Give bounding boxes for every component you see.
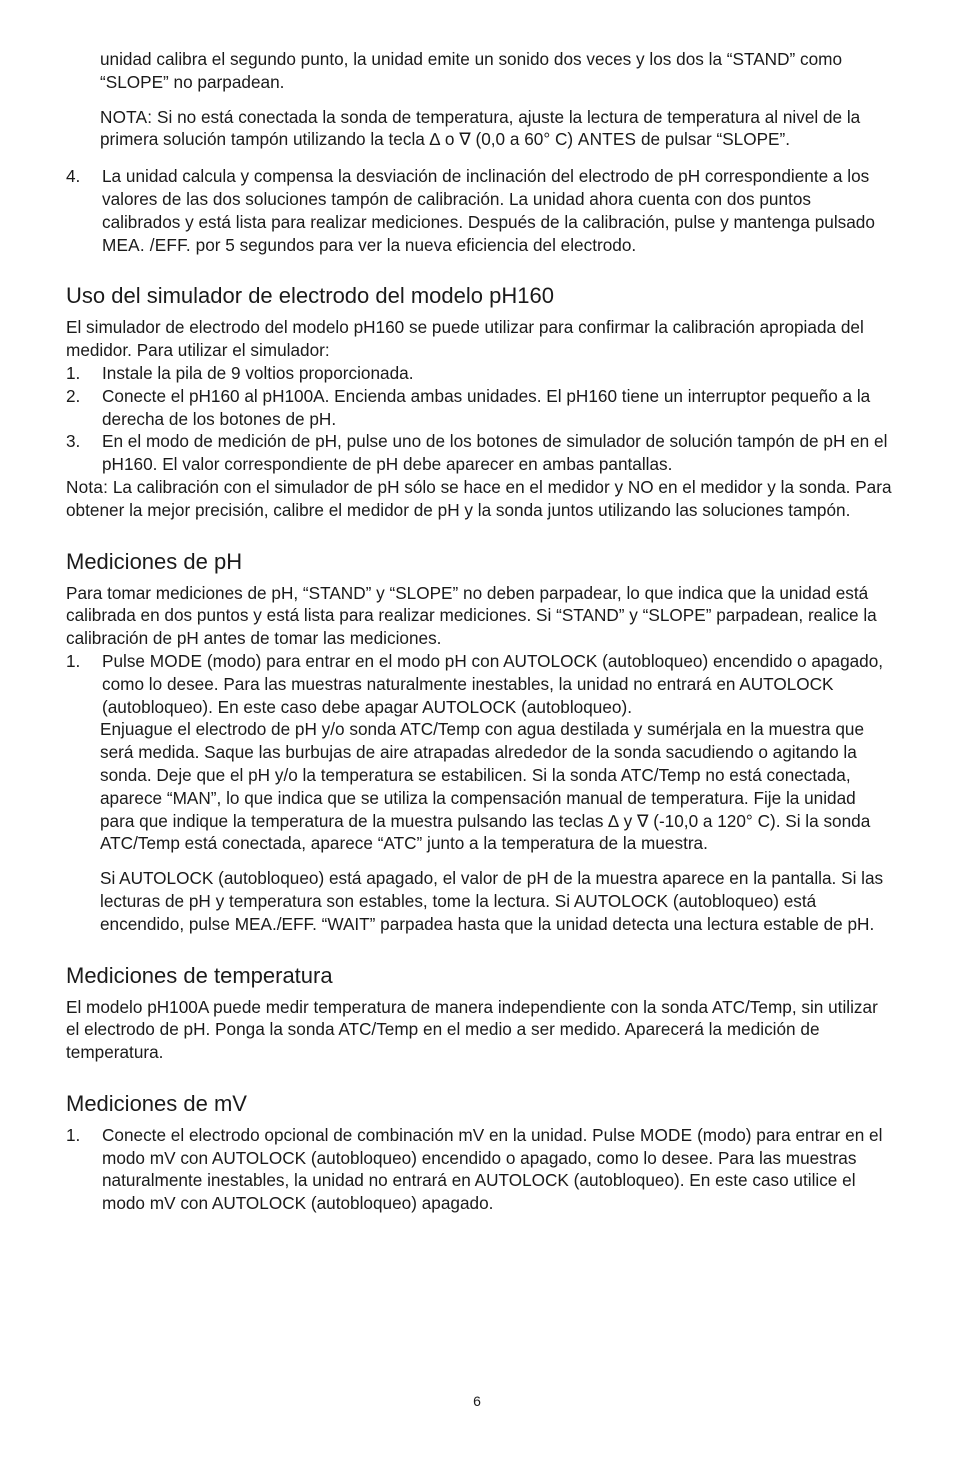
step-number: 2. xyxy=(66,385,81,406)
mode-key: MODE xyxy=(149,650,203,671)
step-text-part: por 5 segundos para ver la nueva eficiencia del electrodo. xyxy=(190,234,637,255)
page-number: 6 xyxy=(473,1393,481,1409)
step-text-part: Pulse xyxy=(102,650,150,671)
mv-heading: Mediciones de mV xyxy=(66,1090,247,1116)
simulator-step xyxy=(66,362,892,385)
step-number: 1. xyxy=(66,1124,81,1145)
calibration-step-4 xyxy=(66,165,892,256)
document-page xyxy=(66,48,892,1215)
step-text xyxy=(102,165,892,256)
mode-key: MODE xyxy=(639,1124,693,1145)
temperature-text: El modelo pH100A puede medir temperatura de manera independiente con la sonda ATC/Temp, sin utilizar el electrodo de pH. Ponga la sonda ATC/Temp en el medio a ser medido. Aparecerá la medición de temperatura. xyxy=(66,996,878,1063)
mv-step-1 xyxy=(66,1124,892,1215)
simulator-heading: Uso del simulador de electrodo del modelo pH160 xyxy=(66,283,554,309)
calibration-continuation: unidad calibra el segundo punto, la unidad emite un sonido dos veces y los dos la “STAND” como “SLOPE” no parpadean. xyxy=(100,49,843,92)
simulator-note xyxy=(66,476,892,522)
note-text-1: Si no está conectada la sonda de temperatura, ajuste la lectura de temperatura al nivel de la primera solución tampón utilizando la tecla ∆ o ∇ (0,0 a 60° C) xyxy=(100,106,861,150)
ph-heading: Mediciones de pH xyxy=(66,548,243,574)
step-text: Conecte el pH160 al pH100A. Encienda ambas unidades. El pH160 tiene un interruptor pequeño a la derecha de los botones de pH. xyxy=(102,385,871,429)
step-text: Instale la pila de 9 voltios proporcionada. xyxy=(102,362,414,383)
ph-intro: Para tomar mediciones de pH, “STAND” y “SLOPE” no deben parpadear, lo que indica que la unidad está calibrada en dos puntos y está lista para realizar mediciones. Si “STAND” y “SLOPE” parpadean, realice la calibración de pH antes de tomar las mediciones. xyxy=(66,582,877,649)
ph-autolock-paragraph: Si AUTOLOCK (autobloqueo) está apagado, el valor de pH de la muestra aparece en la pantalla. Si las lecturas de pH y temperatura son estables, tome la lectura. Si AUTOLOCK (autobloqueo) está encendido, pulse MEA./EFF. “WAIT” parpadea hasta que la unidad detecta una lectura estable de pH. xyxy=(100,868,884,934)
step-text xyxy=(102,650,892,718)
step-text xyxy=(102,1124,892,1215)
note-label: NOTA: xyxy=(100,106,153,127)
step-text-part: (modo) para entrar en el modo mV con AUTOLOCK (autobloqueo) encendido o apagado, como lo desee. Para las muestras naturalmente inestables, la unidad no entrará en AUTOLOCK (autobloqueo). En este caso utilice el modo mV con AUTOLOCK (autobloqueo) apagado. xyxy=(102,1124,883,1214)
note-label: Nota: xyxy=(66,476,109,497)
step-text: En el modo de medición de pH, pulse uno de los botones de simulador de solución tampón de pH en el pH160. El valor correspondiente de pH debe aparecer en ambas pantallas. xyxy=(102,431,888,475)
simulator-step xyxy=(66,385,892,431)
ph-step-1 xyxy=(66,650,892,718)
note-text-2: de pulsar “SLOPE”. xyxy=(636,129,791,150)
step-text-part: La unidad calcula y compensa la desviación de inclinación del electrodo de pH correspondiente a los valores de las dos soluciones tampón de calibración. La unidad ahora cuenta con dos puntos calibrados y está lista para realizar mediciones. Después de la calibración, pulse y mantenga pulsado xyxy=(102,166,875,232)
note-text: La calibración con el simulador de pH sólo se hace en el medidor y NO en el medidor y la sonda. Para obtener la mejor precisión, calibre el medidor de pH y la sonda juntos utilizando las soluciones tampón. xyxy=(66,476,892,520)
step-text-part: Conecte el electrodo opcional de combinación mV en la unidad. Pulse xyxy=(102,1124,640,1145)
mea-eff-key: MEA. /EFF. xyxy=(102,234,191,255)
ph-rinse-paragraph: Enjuague el electrodo de pH y/o sonda ATC/Temp con agua destilada y sumérjala en la muestra que será medida. Saque las burbujas de aire atrapadas alrededor de la sonda sacudiendo o agitando la sonda. Deje que el pH y/o la temperatura se estabilicen. Si la sonda ATC/Temp no está conectada, aparece “MAN”, lo que indica que se utiliza la compensación manual de temperatura. Fije la unidad para que indique la temperatura de la muestra pulsando las teclas ∆ y ∇ (-10,0 a 120° C). Si la sonda ATC/Temp está conectada, aparece “ATC” junto a la temperatura de la muestra. xyxy=(100,719,871,854)
step-number: 4. xyxy=(66,166,81,187)
step-number: 3. xyxy=(66,431,81,452)
step-number: 1. xyxy=(66,362,81,383)
simulator-step xyxy=(66,430,892,476)
temperature-note xyxy=(66,106,892,152)
step-text-part: (modo) para entrar en el modo pH con AUTOLOCK (autobloqueo) encendido o apagado, como lo desee. Para las muestras naturalmente inestables, la unidad no entrará en AUTOLOCK (autobloqueo). En este caso debe apagar AUTOLOCK (autobloqueo). xyxy=(102,650,884,717)
simulator-intro: El simulador de electrodo del modelo pH160 se puede utilizar para confirmar la calibración apropiada del medidor. Para utilizar el simulador: xyxy=(66,317,864,361)
temperature-heading: Mediciones de temperatura xyxy=(66,962,333,988)
antes-keyword: ANTES xyxy=(577,129,637,150)
step-number: 1. xyxy=(66,650,81,671)
